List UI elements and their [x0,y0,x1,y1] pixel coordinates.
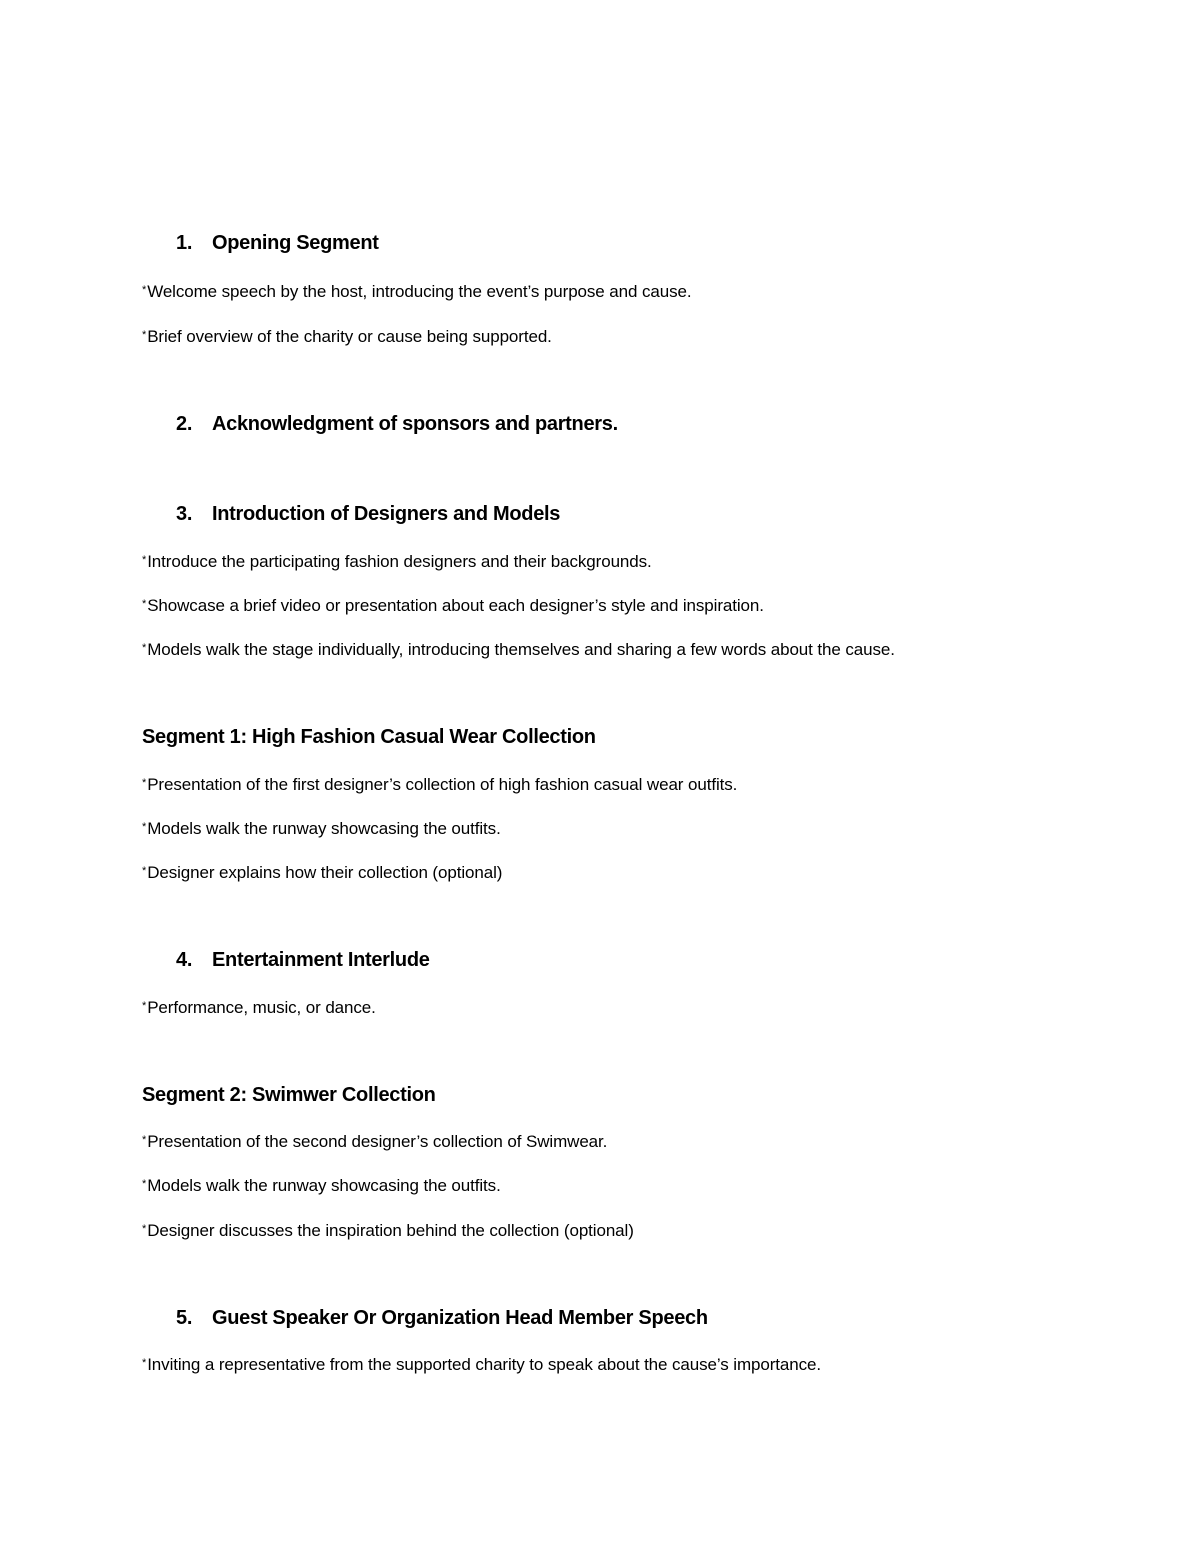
bullet-marker: * [142,642,147,654]
bullet-marker: * [142,1223,147,1235]
section-number: 2. [176,413,193,435]
bullet-marker: * [142,777,147,789]
section-heading-acknowledgment [176,412,618,436]
bullet-marker: * [142,821,147,833]
list-item-text: Presentation of the second designer’s collection of Swimwear. [147,1132,608,1151]
section-heading-entertainment [176,948,430,972]
list-item [142,1129,607,1153]
bullet-marker: * [142,329,147,341]
list-item [142,816,501,840]
section-title: Guest Speaker Or Organization Head Member Speech [212,1307,708,1329]
bullet-marker: * [142,554,147,566]
list-item-text: Introduce the participating fashion designers and their backgrounds. [147,552,652,571]
segment-heading-casual-wear [142,725,596,749]
list-item [142,772,737,796]
list-item-text: Brief overview of the charity or cause being supported. [147,327,552,346]
section-title: Acknowledgment of sponsors and partners. [212,413,618,435]
list-item [142,324,552,348]
section-title: Opening Segment [212,232,379,254]
bullet-marker: * [142,1357,147,1369]
bullet-marker: * [142,865,147,877]
list-item-text: Models walk the stage individually, introducing themselves and sharing a few words about the cause. [147,640,895,659]
list-item [142,637,895,661]
list-item-text: Designer explains how their collection (optional) [147,863,503,882]
list-item-text: Presentation of the first designer’s collection of high fashion casual wear outfits. [147,775,738,794]
list-item-text: Welcome speech by the host, introducing the event’s purpose and cause. [147,282,692,301]
list-item [142,860,502,884]
list-item [142,1218,634,1242]
section-number: 4. [176,949,193,971]
section-number: 1. [176,232,193,254]
list-item [142,549,652,573]
bullet-marker: * [142,598,147,610]
section-heading-opening-segment [176,231,379,255]
section-title: Segment 1: High Fashion Casual Wear Collection [142,726,596,748]
section-title: Introduction of Designers and Models [212,503,561,525]
list-item [142,1173,501,1197]
section-title: Segment 2: Swimwer Collection [142,1084,436,1106]
bullet-marker: * [142,1000,147,1012]
list-item-text: Inviting a representative from the supported charity to speak about the cause’s importance. [147,1355,821,1374]
list-item [142,1352,821,1376]
bullet-marker: * [142,1134,147,1146]
bullet-marker: * [142,1178,147,1190]
list-item-text: Models walk the runway showcasing the outfits. [147,1176,501,1195]
section-heading-introduction [176,502,560,526]
section-number: 3. [176,503,193,525]
list-item-text: Performance, music, or dance. [147,998,376,1017]
list-item [142,593,764,617]
section-number: 5. [176,1307,193,1329]
section-title: Entertainment Interlude [212,949,430,971]
bullet-marker: * [142,284,147,296]
section-heading-guest-speaker [176,1306,708,1330]
list-item-text: Showcase a brief video or presentation about each designer’s style and inspiration. [147,596,764,615]
list-item [142,279,691,303]
segment-heading-swimwear [142,1083,436,1107]
list-item-text: Designer discusses the inspiration behind the collection (optional) [147,1221,634,1240]
list-item-text: Models walk the runway showcasing the outfits. [147,819,501,838]
list-item [142,995,376,1019]
